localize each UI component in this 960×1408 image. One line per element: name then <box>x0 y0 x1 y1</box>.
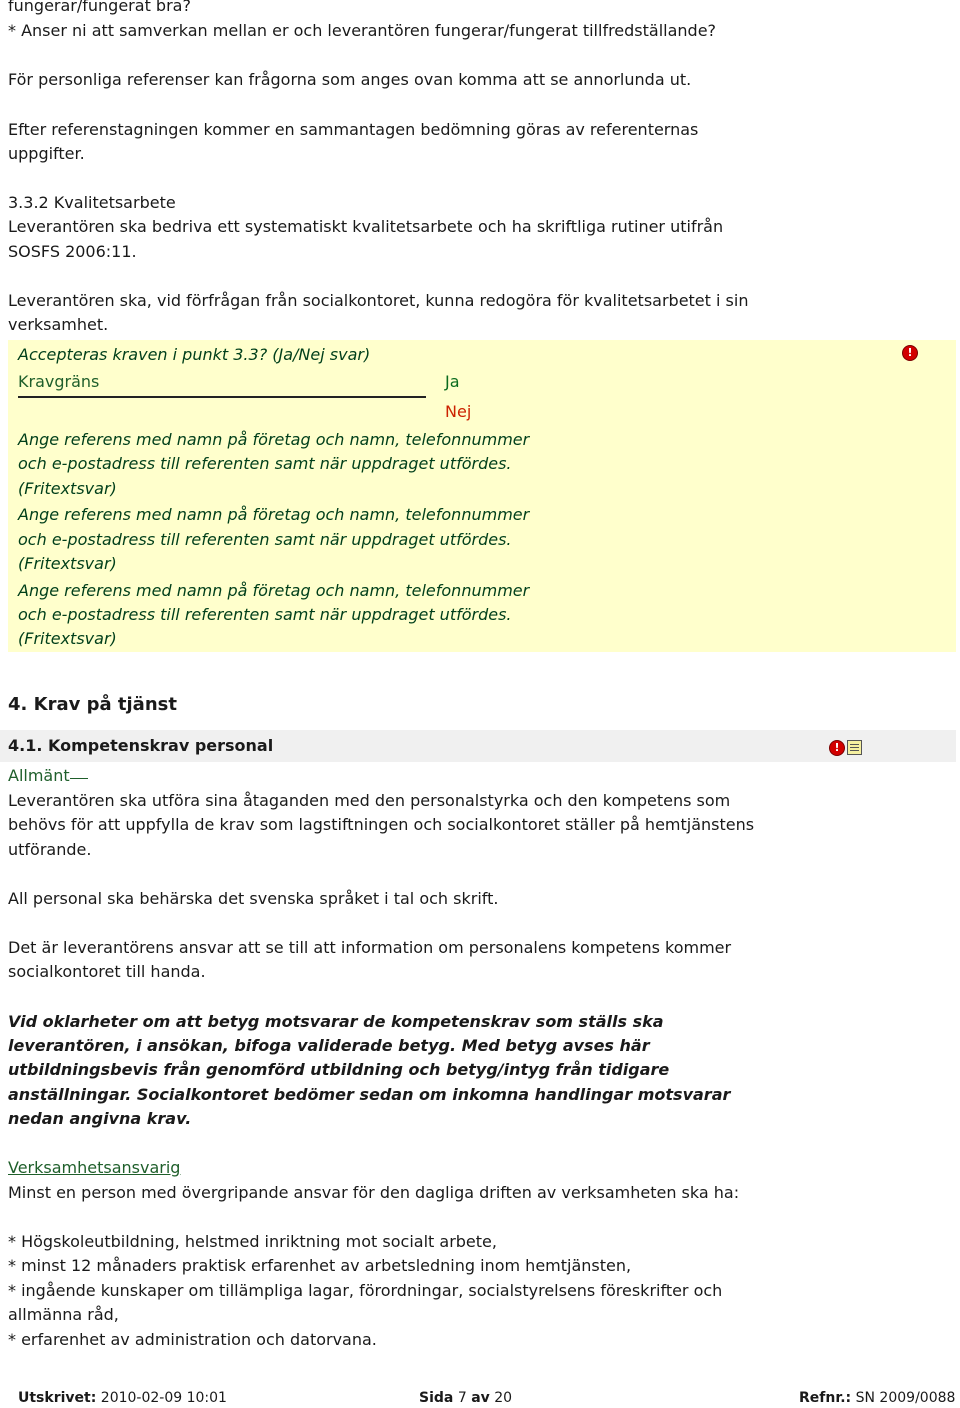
allmant-label <box>8 764 88 788</box>
reference-prompt: Ange referens med namn på företag och namn, telefonnummer <box>18 505 530 524</box>
footer-total-value: 20 <box>494 1390 513 1406</box>
reference-hint: (Fritextsvar) <box>18 629 117 648</box>
footer-page <box>419 1388 512 1408</box>
kravgrans-label: Kravgräns <box>18 372 100 391</box>
answer-option-nej[interactable]: Nej <box>445 402 472 421</box>
footer-of-label: av <box>471 1390 490 1406</box>
emphasis-line: nedan angivna krav. <box>8 1109 192 1128</box>
question-text: Accepteras kraven i punkt 3.3? (Ja/Nej svar) <box>18 345 371 364</box>
paragraph-line: All personal ska behärska det svenska språket i tal och skrift. <box>8 889 499 908</box>
text-line: uppgifter. <box>8 144 85 163</box>
paragraph-line: utförande. <box>8 840 92 859</box>
paragraph-line: Det är leverantörens ansvar att se till att information om personalens kompetens kommer <box>8 938 732 957</box>
footer-page-value: 7 <box>457 1390 467 1406</box>
footer-refnr-label: Refnr.: <box>799 1390 852 1406</box>
bullet-item: * Högskoleutbildning, helstmed inriktning mot socialt arbete, <box>8 1232 497 1251</box>
footer-refnr-value: SN 2009/0088 <box>855 1390 956 1406</box>
subsection-title: 4.1. Kompetenskrav personal <box>8 736 274 755</box>
reference-prompt: och e-postadress till referenten samt när uppdraget utfördes. <box>18 605 512 624</box>
reference-hint: (Fritextsvar) <box>18 479 117 498</box>
bullet-item: * ingående kunskaper om tillämpliga lagar, förordningar, socialstyrelsens föreskrifter och <box>8 1281 723 1300</box>
text-line: För personliga referenser kan frågorna som anges ovan komma att se annorlunda ut. <box>8 70 692 89</box>
document-icon[interactable] <box>847 740 862 755</box>
paragraph-line: SOSFS 2006:11. <box>8 242 137 261</box>
exclamation-warning-icon[interactable]: ! <box>903 346 917 360</box>
paragraph-line: Leverantören ska utföra sina åtaganden med den personalstyrka och den kompetens som <box>8 791 731 810</box>
footer-printed <box>18 1388 227 1408</box>
exclamation-warning-icon[interactable]: ! <box>830 741 844 755</box>
section-title: 3.3.2 Kvalitetsarbete <box>8 193 176 212</box>
emphasis-line: anställningar. Socialkontoret bedömer sedan om inkomna handlingar motsvarar <box>8 1085 731 1104</box>
emphasis-line: leverantören, i ansökan, bifoga validerade betyg. Med betyg avses här <box>8 1036 650 1055</box>
emphasis-line: utbildningsbevis från genomförd utbildning och betyg/intyg från tidigare <box>8 1060 670 1079</box>
reference-hint: (Fritextsvar) <box>18 554 117 573</box>
footer-page-label: Sida <box>419 1390 454 1406</box>
text-line: * Anser ni att samverkan mellan er och leverantören fungerar/fungerat tillfredställande? <box>8 21 717 40</box>
answer-option-ja[interactable]: Ja <box>445 372 460 391</box>
reference-prompt: Ange referens med namn på företag och namn, telefonnummer <box>18 581 530 600</box>
bullet-item: * minst 12 månaders praktisk erfarenhet av arbetsledning inom hemtjänsten, <box>8 1256 632 1275</box>
text-line: fungerar/fungerat bra? <box>8 0 191 15</box>
footer-refnr <box>799 1388 955 1408</box>
text-line: Efter referenstagningen kommer en sammantagen bedömning göras av referenternas <box>8 120 699 139</box>
reference-prompt: och e-postadress till referenten samt när uppdraget utfördes. <box>18 454 512 473</box>
reference-prompt: Ange referens med namn på företag och namn, telefonnummer <box>18 430 530 449</box>
paragraph-line: verksamhet. <box>8 315 109 334</box>
allmant-text: Allmänt <box>8 766 70 785</box>
divider <box>18 396 426 398</box>
section-heading: 4. Krav på tjänst <box>8 694 177 715</box>
reference-prompt: och e-postadress till referenten samt när uppdraget utfördes. <box>18 530 512 549</box>
paragraph-line: Leverantören ska bedriva ett systematiskt kvalitetsarbete och ha skriftliga rutiner utifrån <box>8 217 724 236</box>
emphasis-line: Vid oklarheter om att betyg motsvarar de kompetenskrav som ställs ska <box>8 1012 664 1031</box>
bullet-item: * erfarenhet av administration och datorvana. <box>8 1330 377 1349</box>
footer-printed-value: 2010-02-09 10:01 <box>100 1390 227 1406</box>
bullet-item: allmänna råd, <box>8 1305 119 1324</box>
verksamhet-label: Verksamhetsansvarig <box>8 1158 181 1177</box>
paragraph-line: behövs för att uppfylla de krav som lagstiftningen och socialkontoret ställer på hemtjänstens <box>8 815 755 834</box>
footer-printed-label: Utskrivet: <box>18 1390 97 1406</box>
paragraph-line: Minst en person med övergripande ansvar för den dagliga driften av verksamheten ska ha: <box>8 1183 740 1202</box>
paragraph-line: socialkontoret till handa. <box>8 962 206 981</box>
paragraph-line: Leverantören ska, vid förfrågan från socialkontoret, kunna redogöra för kvalitetsarbetet i sin <box>8 291 749 310</box>
